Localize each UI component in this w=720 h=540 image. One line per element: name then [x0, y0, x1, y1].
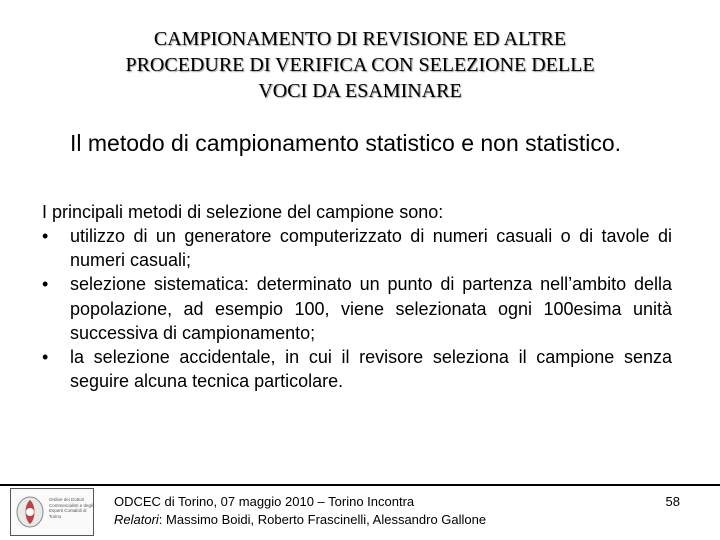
- title-line-1: CAMPIONAMENTO DI REVISIONE ED ALTRE: [153, 28, 567, 50]
- list-item: [42, 345, 672, 393]
- speakers-names: : Massimo Boidi, Roberto Frascinelli, Alessandro Gallone: [158, 512, 487, 527]
- odcec-logo-icon: [15, 495, 45, 529]
- footer-speakers: [114, 512, 486, 528]
- speakers-label: Relatori: [114, 512, 159, 527]
- title-line-3: VOCI DA ESAMINARE: [258, 80, 462, 102]
- bullet-text: la selezione accidentale, in cui il revisore seleziona il campione senza seguire alcuna tecnica particolare.: [70, 347, 672, 392]
- list-item: [42, 224, 672, 272]
- odcec-logo: [10, 488, 94, 536]
- page-number: 58: [665, 494, 680, 509]
- slide-title: [40, 26, 680, 104]
- title-line-2: PROCEDURE DI VERIFICA CON SELEZIONE DELLE: [125, 54, 595, 76]
- footer-event: ODCEC di Torino, 07 maggio 2010 – Torino Incontra: [114, 494, 415, 509]
- intro-text: I principali metodi di selezione del campione sono:: [42, 202, 444, 222]
- footer-divider: [0, 484, 720, 486]
- logo-text: Ordine dei Dottori Commercialisti e degli Esperti Contabili di Torino: [49, 497, 94, 519]
- list-item: [42, 272, 672, 345]
- subtitle-period: .: [614, 130, 622, 156]
- bullet-icon: •: [42, 226, 49, 246]
- bullet-text: selezione sistematica: determinato un punto di partenza nell’ambito della popolazione, ad esempio 100, viene selezionata ogni 100esima unità successiva di campionamento;: [70, 274, 672, 343]
- slide-subtitle: [70, 128, 690, 158]
- bullet-icon: •: [42, 347, 49, 368]
- subtitle-text: Il metodo di campionamento statistico e non statistico: [70, 130, 615, 156]
- bullet-list: [42, 224, 672, 393]
- bullet-icon: •: [42, 274, 49, 295]
- bullet-text: utilizzo di un generatore computerizzato di numeri casuali o di tavole di numeri casuali;: [70, 226, 672, 271]
